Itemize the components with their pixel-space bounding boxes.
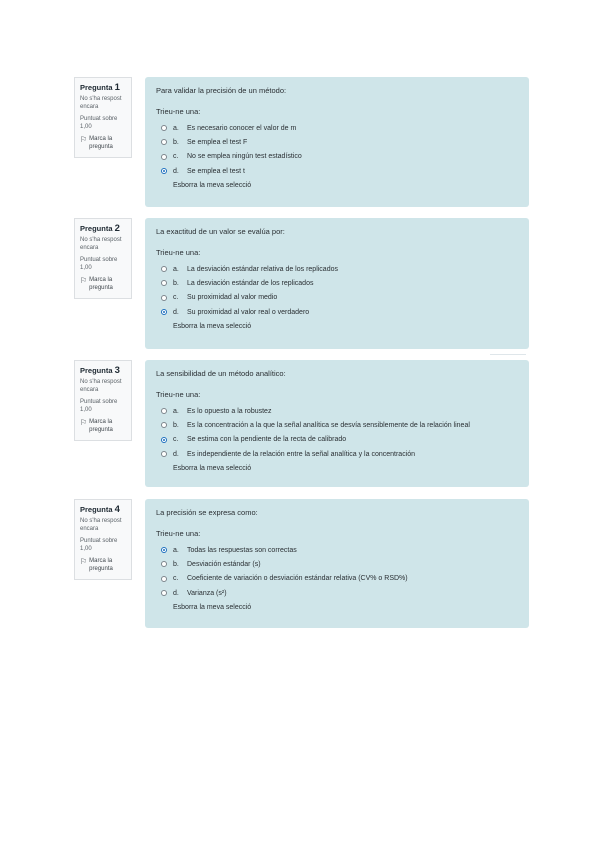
question-text: La sensibilidad de un método analítico:: [156, 369, 286, 378]
question-grade: Puntuat sobre 1,00: [80, 257, 118, 271]
clear-selection-link[interactable]: Esborra la meva selecció: [173, 323, 252, 331]
option-text: No se emplea ningún test estadístico: [187, 153, 302, 161]
answer-prompt: Trieu-ne una:: [156, 107, 201, 116]
question-info: [74, 499, 132, 580]
radio-button[interactable]: [161, 590, 167, 596]
radio-button[interactable]: [161, 266, 167, 272]
question-info: [74, 218, 132, 299]
answer-option[interactable]: c. Se estima con la pendiente de la recta de calibrado: [156, 433, 518, 447]
question-grade: Puntuat sobre 1,00: [80, 116, 118, 130]
answer-prompt: Trieu-ne una:: [156, 248, 201, 257]
radio-button[interactable]: [161, 295, 167, 301]
flag-question-button[interactable]: [80, 558, 126, 573]
question-content: [145, 218, 529, 349]
answer-option[interactable]: b. Desviación estándar (s): [156, 557, 518, 571]
divider: [490, 354, 526, 355]
question-status: No s'ha respost encara: [80, 237, 122, 251]
radio-button-selected[interactable]: [161, 437, 167, 443]
option-text: Varianza (s²): [187, 589, 227, 597]
flag-question-button[interactable]: [80, 419, 126, 434]
question-title: Pregunta 4: [80, 504, 120, 515]
answer-option[interactable]: a. Es lo opuesto a la robustez: [156, 404, 518, 418]
question-content: [145, 360, 529, 487]
option-text: Se emplea el test F: [187, 138, 248, 146]
clear-selection-link[interactable]: Esborra la meva selecció: [173, 604, 252, 612]
option-text: Su proximidad al valor real o verdadero: [187, 308, 310, 316]
option-text: Es la concentración a la que la señal analítica se desvía sensiblemente de la relación lineal: [187, 421, 470, 429]
answer-prompt: Trieu-ne una:: [156, 390, 201, 399]
option-text: Todas las respuestas son correctas: [187, 546, 297, 554]
radio-button[interactable]: [161, 280, 167, 286]
question-status: No s'ha respost encara: [80, 96, 122, 110]
radio-button[interactable]: [161, 422, 167, 428]
answer-option[interactable]: b. La desviación estándar de los replicados: [156, 276, 518, 290]
radio-button[interactable]: [161, 154, 167, 160]
answer-option[interactable]: d. Varianza (s²): [156, 586, 518, 600]
radio-button[interactable]: [161, 561, 167, 567]
question-status: No s'ha respost encara: [80, 379, 122, 393]
question-content: [145, 77, 529, 207]
question-info: [74, 77, 132, 158]
answer-option[interactable]: c. No se emplea ningún test estadístico: [156, 150, 518, 164]
clear-selection-link[interactable]: Esborra la meva selecció: [173, 182, 252, 190]
radio-button[interactable]: [161, 125, 167, 131]
option-text: La desviación estándar relativa de los replicados: [187, 265, 338, 273]
radio-button[interactable]: [161, 139, 167, 145]
radio-button-selected[interactable]: [161, 547, 167, 553]
answer-option[interactable]: c. Coeficiente de variación o desviación estándar relativa (CV% o RSD%): [156, 572, 518, 586]
question-title: Pregunta 1: [80, 82, 120, 93]
flag-label: Marca la pregunta: [89, 558, 113, 572]
question-content: [145, 499, 529, 628]
answer-options: [156, 262, 518, 319]
answer-option[interactable]: a. Es necesario conocer el valor de m: [156, 121, 518, 135]
flag-icon: ⚐: [80, 135, 88, 144]
flag-label: Marca la pregunta: [89, 277, 113, 291]
flag-question-button[interactable]: [80, 136, 126, 151]
question-text: La precisión se expresa como:: [156, 508, 258, 517]
answer-options: [156, 121, 518, 178]
option-text: Es necesario conocer el valor de m: [187, 124, 297, 132]
radio-button[interactable]: [161, 451, 167, 457]
option-text: Se estima con la pendiente de la recta de calibrado: [187, 436, 347, 444]
option-text: Coeficiente de variación o desviación estándar relativa (CV% o RSD%): [187, 575, 408, 583]
flag-icon: ⚐: [80, 418, 88, 427]
flag-icon: ⚐: [80, 276, 88, 285]
option-text: Se emplea el test t: [187, 167, 245, 175]
answer-options: [156, 404, 518, 461]
radio-button-selected[interactable]: [161, 168, 167, 174]
question-text: Para validar la precisión de un método:: [156, 86, 287, 95]
question-grade: Puntuat sobre 1,00: [80, 399, 118, 413]
answer-prompt: Trieu-ne una:: [156, 529, 201, 538]
option-text: Es lo opuesto a la robustez: [187, 407, 272, 415]
radio-button[interactable]: [161, 576, 167, 582]
option-text: La desviación estándar de los replicados: [187, 279, 314, 287]
clear-selection-link[interactable]: Esborra la meva selecció: [173, 465, 252, 473]
answer-option[interactable]: b. Es la concentración a la que la señal analítica se desvía sensiblemente de la relación lineal: [156, 418, 518, 432]
option-text: Es independiente de la relación entre la señal analítica y la concentración: [187, 450, 416, 458]
question-grade: Puntuat sobre 1,00: [80, 538, 118, 552]
flag-question-button[interactable]: [80, 277, 126, 292]
question-title: Pregunta 3: [80, 365, 120, 376]
radio-button[interactable]: [161, 408, 167, 414]
question-title: Pregunta 2: [80, 223, 120, 234]
answer-option[interactable]: d. Su proximidad al valor real o verdadero: [156, 305, 518, 319]
answer-options: [156, 543, 518, 600]
answer-option[interactable]: c. Su proximidad al valor medio: [156, 291, 518, 305]
answer-option[interactable]: a. La desviación estándar relativa de los replicados: [156, 262, 518, 276]
answer-option[interactable]: b. Se emplea el test F: [156, 135, 518, 149]
question-info: [74, 360, 132, 441]
question-status: No s'ha respost encara: [80, 518, 122, 532]
answer-option[interactable]: d. Es independiente de la relación entre la señal analítica y la concentración: [156, 447, 518, 461]
option-text: Desviación estándar (s): [187, 560, 261, 568]
flag-icon: ⚐: [80, 557, 88, 566]
answer-option[interactable]: d. Se emplea el test t: [156, 164, 518, 178]
question-text: La exactitud de un valor se evalúa por:: [156, 227, 285, 236]
flag-label: Marca la pregunta: [89, 419, 113, 433]
answer-option[interactable]: a. Todas las respuestas son correctas: [156, 543, 518, 557]
radio-button-selected[interactable]: [161, 309, 167, 315]
flag-label: Marca la pregunta: [89, 136, 113, 150]
option-text: Su proximidad al valor medio: [187, 294, 278, 302]
